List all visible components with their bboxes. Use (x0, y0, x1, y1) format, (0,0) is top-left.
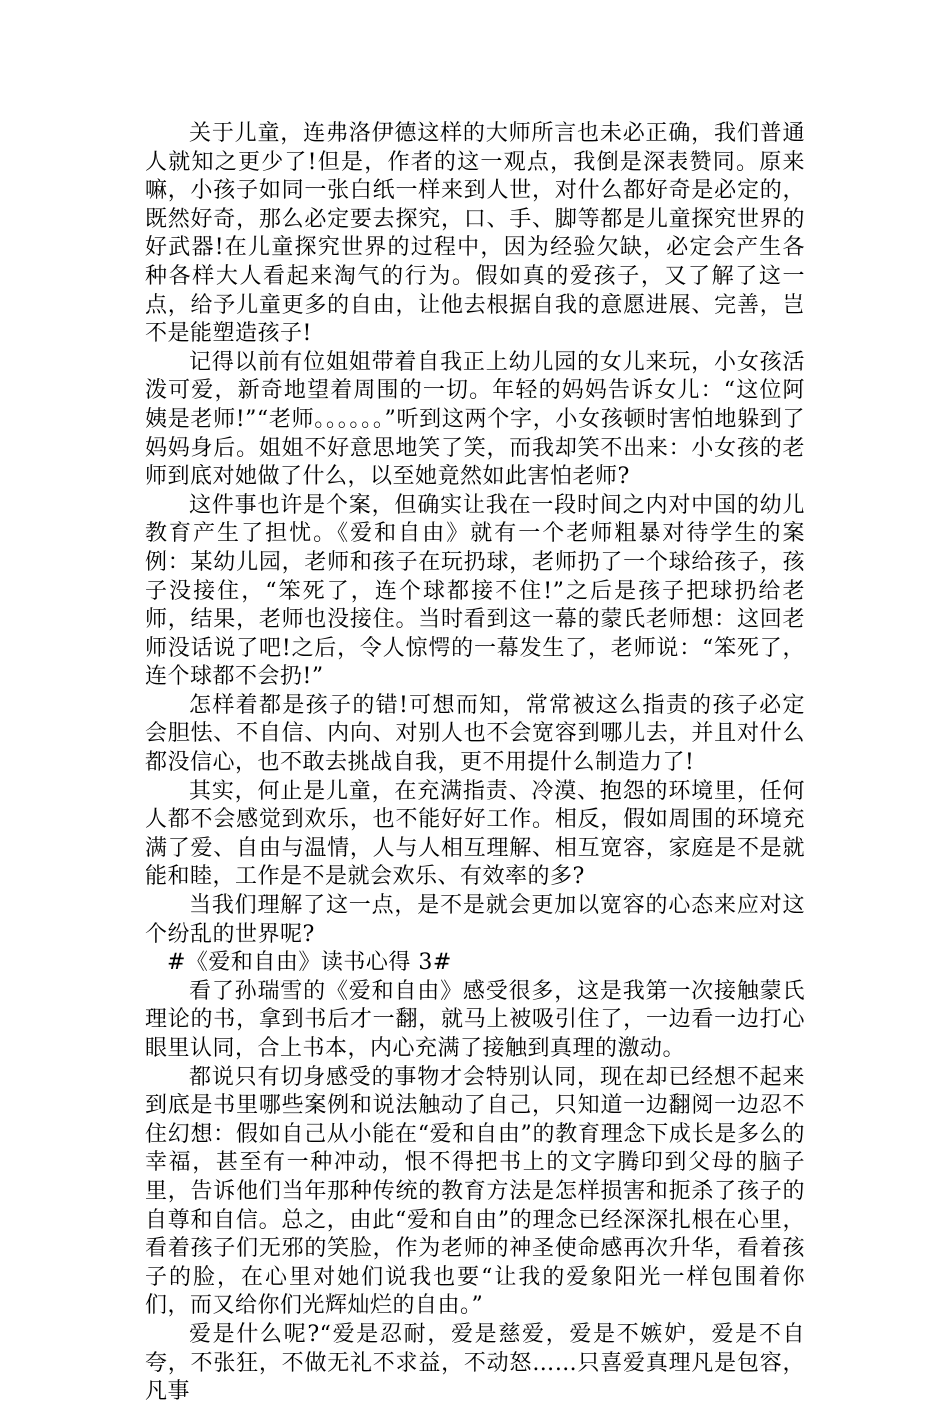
paragraph: 怎样着都是孩子的错!可想而知，常常被这么指责的孩子必定会胆怯、不自信、内向、对别人也不会宽容到哪儿去，并且对什么都没信心，也不敢去挑战自我，更不用提什么制造力了! (145, 692, 805, 776)
paragraph: 其实，何止是儿童，在充满指责、冷漠、抱怨的环境里，任何人都不会感觉到欢乐，也不能好好工作。相反，假如周围的环境充满了爱、自由与温情，人与人相互理解、相互宽容，家庭是不是就能和睦，工作是不是就会欢乐、有效率的多? (145, 778, 805, 890)
paragraph: 看了孙瑞雪的《爱和自由》感受很多，这是我第一次接触蒙氏理论的书，拿到书后才一翻，就马上被吸引住了，一边看一边打心眼里认同，合上书本，内心充满了接触到真理的激动。 (145, 978, 805, 1061)
paragraph: 记得以前有位姐姐带着自我正上幼儿园的女儿来玩，小女孩活泼可爱，新奇地望着周围的一切。年轻的妈妈告诉女儿：“这位阿姨是老师!”“老师。。。。。。”听到这两个字，小女孩顿时害怕地躲到了妈妈身后。姐姐不好意思地笑了笑，而我却笑不出来：小女孩的老师到底对她做了什么，以至她竟然如此害怕老师? (145, 349, 805, 490)
paragraph: 这件事也许是个案，但确实让我在一段时间之内对中国的幼儿教育产生了担忧。《爱和自由》就有一个老师粗暴对待学生的案例：某幼儿园，老师和孩子在玩扔球，老师扔了一个球给孩子，孩子没接住，“笨死了，连个球都接不住!”之后是孩子把球扔给老师，结果，老师也没接住。当时看到这一幕的蒙氏老师想：这回老师没话说了吧!之后，令人惊愕的一幕发生了，老师说：“笨死了，连个球都不会扔!” (145, 492, 805, 690)
paragraph: 都说只有切身感受的事物才会特别认同，现在却已经想不起来到底是书里哪些案例和说法触动了自己，只知道一边翻阅一边忍不住幻想：假如自己从小能在“爱和自由”的教育理念下成长是多么的幸福，甚至有一种冲动，恨不得把书上的文字腾印到父母的脑子里，告诉他们当年那种传统的教育方法是怎样损害和扼杀了孩子的自尊和自信。总之，由此“爱和自由”的理念已经深深扎根在心里，看着孩子们无邪的笑脸，作为老师的神圣使命感再次升华，看着孩子的脸，在心里对她们说我也要“让我的爱象阳光一样包围着你们，而又给你们光辉灿烂的自由。” (145, 1064, 805, 1319)
body-text (145, 120, 805, 1407)
paragraph: 爱是什么呢?“爱是忍耐，爱是慈爱，爱是不嫉妒，爱是不自夸，不张狂，不做无礼不求益，不动怒……只喜爱真理凡是包容，凡事 (145, 1321, 805, 1405)
paragraph: 当我们理解了这一点，是不是就会更加以宽容的心态来应对这个纷乱的世界呢? (145, 893, 805, 947)
section-heading: #《爱和自由》读书心得 3# (167, 950, 452, 976)
paragraph: 关于儿童，连弗洛伊德这样的大师所言也未必正确，我们普通人就知之更少了!但是，作者的这一观点，我倒是深表赞同。原来嘛，小孩子如同一张白纸一样来到人世，对什么都好奇是必定的，既然好奇，那么必定要去探究，口、手、脚等都是儿童探究世界的好武器!在儿童探究世界的过程中，因为经验欠缺，必定会产生各种各样大人看起来淘气的行为。假如真的爱孩子，又了解了这一点，给予儿童更多的自由，让他去根据自我的意愿进展、完善，岂不是能塑造孩子! (145, 121, 805, 347)
